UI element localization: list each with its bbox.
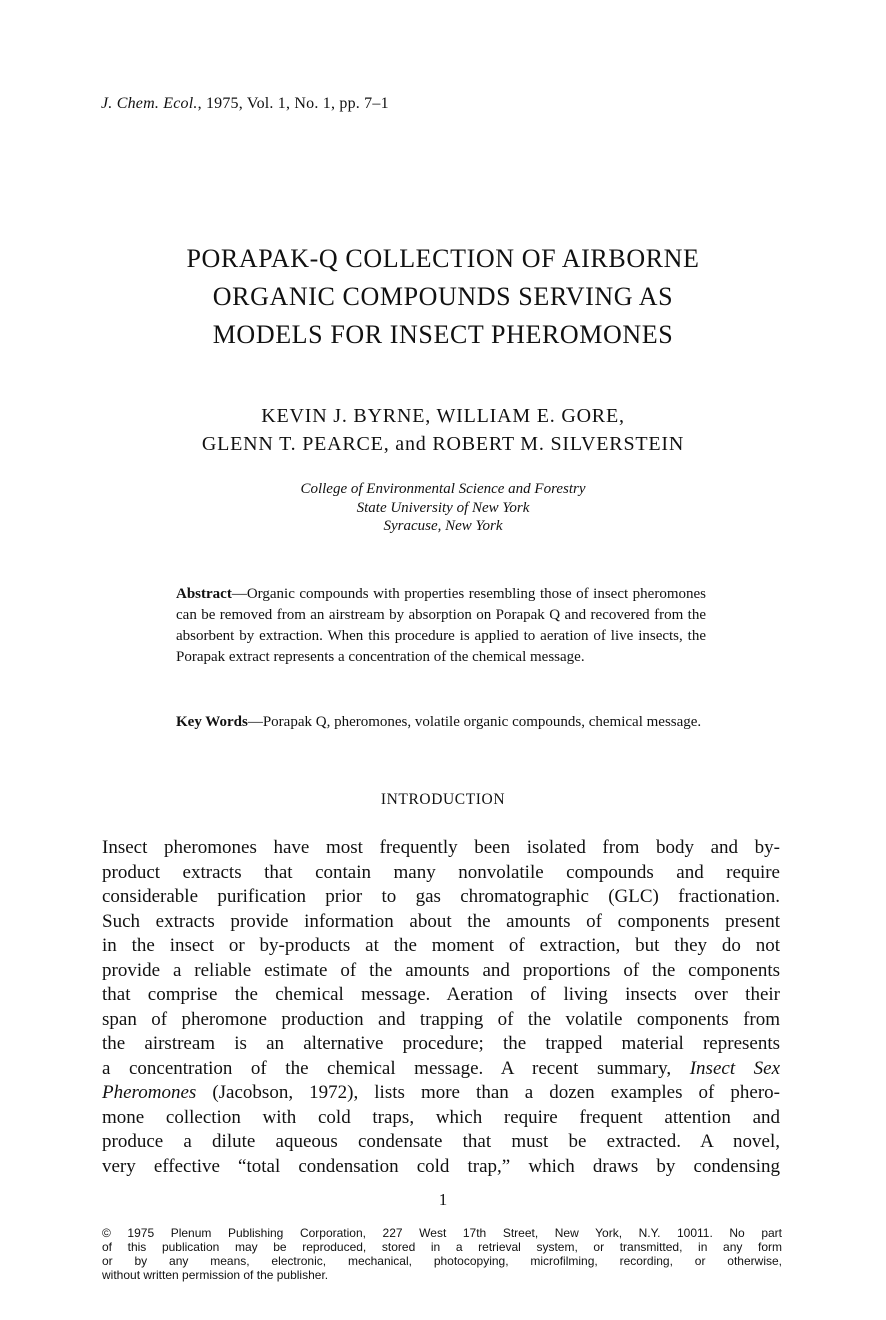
- affiliation-line: Syracuse, New York: [383, 518, 503, 534]
- copyright-line: or by any means, electronic, mechanical, photocopying, microfilming, recording, or otherwise,: [102, 1254, 782, 1268]
- body-line: product extracts that contain many nonvolatile compounds and require: [102, 861, 780, 883]
- body-line: mone collection with cold traps, which require frequent attention and: [102, 1106, 780, 1128]
- copyright-line: of this publication may be reproduced, stored in a retrieval system, or transmitted, in any form: [102, 1240, 782, 1254]
- body-line: considerable purification prior to gas chromatographic (GLC) fractionation.: [102, 886, 780, 907]
- body-line: Insect pheromones have most frequently been isolated from body and by-: [102, 837, 780, 858]
- abstract-text: —Organic compounds with properties resembling those of insect pheromones can be removed from an airstream by absorption on Porapak Q and recovered from the absorbent by extraction. When this procedure is applied to aeration of live insects, the Porapak extract represents a concentration of the chemical message.: [176, 586, 706, 665]
- journal-citation: [101, 95, 389, 113]
- article-title: [100, 240, 786, 354]
- body-line-text: a concentration of the chemical message. A recent summary,: [102, 1057, 672, 1079]
- author-list: [100, 402, 786, 458]
- key-words: [176, 712, 706, 733]
- keywords-text: —Porapak Q, pheromones, volatile organic compounds, chemical message.: [247, 714, 702, 730]
- body-line: that comprise the chemical message. Aeration of living insects over their: [102, 984, 780, 1005]
- body-line: produce a dilute aqueous condensate that must be extracted. A novel,: [102, 1131, 780, 1152]
- body-line: Such extracts provide information about the amounts of components present: [102, 910, 780, 932]
- title-line: PORAPAK-Q COLLECTION OF AIRBORNE: [186, 244, 700, 273]
- body-line: the airstream is an alternative procedure; the trapped material represents: [102, 1033, 780, 1054]
- abstract-label: Abstract: [176, 586, 232, 602]
- journal-name: J. Chem. Ecol.: [101, 95, 198, 112]
- keywords-label: Key Words: [176, 714, 248, 730]
- citation-details: , 1975, Vol. 1, No. 1, pp. 7–1: [197, 95, 389, 112]
- page-number: 1: [438, 1190, 448, 1209]
- affiliation-line: College of Environmental Science and Forestry: [300, 481, 586, 497]
- copyright-notice: [102, 1226, 782, 1282]
- body-line: in the insect or by-products at the moment of extraction, but they do not: [102, 935, 780, 956]
- body-line: span of pheromone production and trapping of the volatile components from: [102, 1008, 780, 1030]
- body-line: very effective “total condensation cold trap,” which draws by condensing: [102, 1155, 780, 1177]
- affiliation: [100, 480, 786, 536]
- book-title-part: Insect Sex: [689, 1057, 781, 1079]
- section-heading: INTRODUCTION: [380, 791, 506, 808]
- title-line: ORGANIC COMPOUNDS SERVING AS: [212, 282, 674, 311]
- abstract: [176, 584, 706, 668]
- body-line: [102, 1057, 780, 1082]
- body-line-text: (Jacobson, 1972), lists more than a dozen examples of phero-: [196, 1082, 780, 1103]
- title-line: MODELS FOR INSECT PHEROMONES: [212, 320, 674, 349]
- author-line: GLENN T. PEARCE, and ROBERT M. SILVERSTEIN: [201, 433, 685, 455]
- author-line: KEVIN J. BYRNE, WILLIAM E. GORE,: [261, 405, 625, 427]
- copyright-line: © 1975 Plenum Publishing Corporation, 227 West 17th Street, New York, N.Y. 10011. No part: [102, 1226, 782, 1240]
- book-title-part: Pheromones: [102, 1082, 197, 1103]
- copyright-line: without written permission of the publisher.: [102, 1268, 329, 1282]
- body-line: provide a reliable estimate of the amounts and proportions of the components: [102, 959, 780, 981]
- affiliation-line: State University of New York: [356, 499, 530, 516]
- body-line: [102, 1081, 780, 1106]
- introduction-body: [102, 836, 780, 1179]
